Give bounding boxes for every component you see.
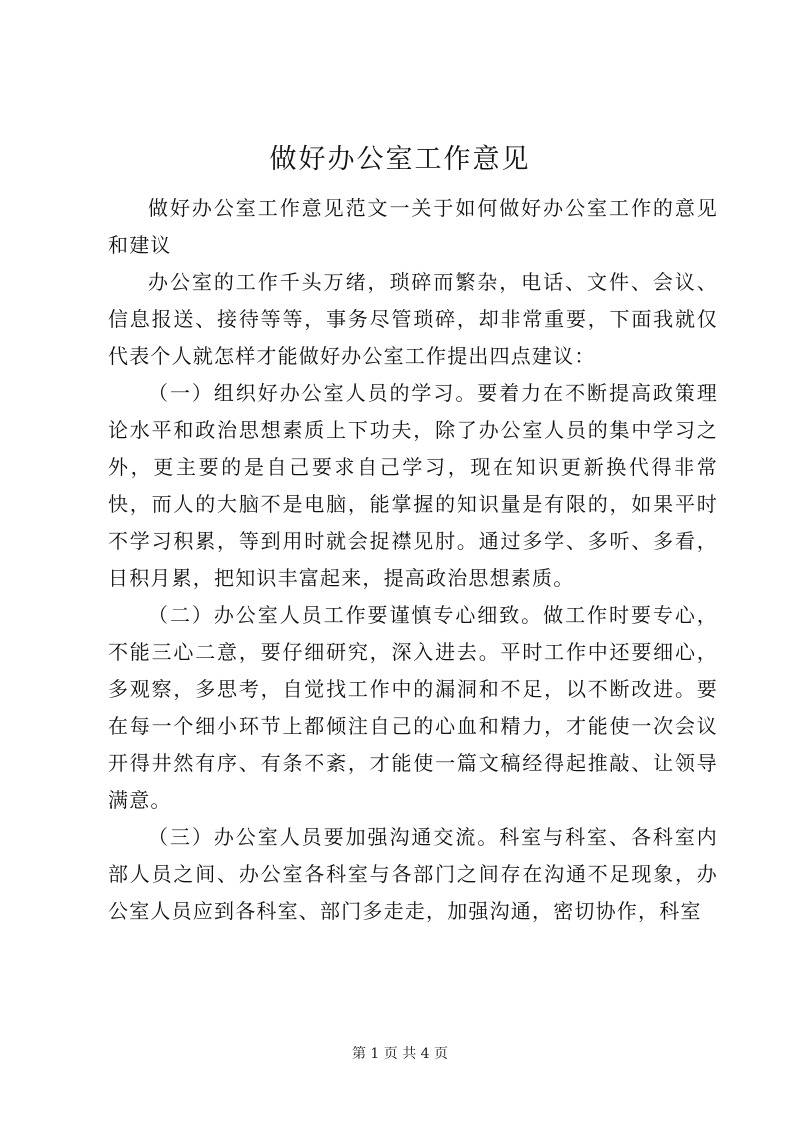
- page-footer: 第 1 页 共 4 页: [351, 1046, 449, 1062]
- document-title: 做好办公室工作意见: [269, 144, 531, 175]
- paragraph-subtitle: 做好办公室工作意见范文一关于如何做好办公室工作的意见和建议: [108, 196, 718, 257]
- paragraph-point-3: （三）办公室人员要加强沟通交流。科室与科室、各科室内部人员之间、办公室各科室与各部门之间存在沟通不足现象，办公室人员应到各科室、部门多走走，加强沟通，密切协作，科室: [108, 825, 718, 923]
- document-body: [108, 190, 718, 930]
- paragraph-intro: 办公室的工作千头万绪，琐碎而繁杂，电话、文件、会议、信息报送、接待等等，事务尽管琐碎，却非常重要，下面我就仅代表个人就怎样才能做好办公室工作提出四点建议：: [108, 270, 718, 368]
- paragraph-point-2: （二）办公室人员工作要谨慎专心细致。做工作时要专心，不能三心二意，要仔细研究，深入进去。平时工作中还要细心，多观察，多思考，自觉找工作中的漏洞和不足，以不断改进。要在每一个细小环节上都倾注自己的心血和精力，才能使一次会议开得井然有序、有条不紊，才能使一篇文稿经得起推敲、让领导满意。: [108, 603, 718, 812]
- paragraph-point-1: （一）组织好办公室人员的学习。要着力在不断提高政策理论水平和政治思想素质上下功夫，除了办公室人员的集中学习之外，更主要的是自己要求自己学习，现在知识更新换代得非常快，而人的大脑不是电脑，能掌握的知识量是有限的，如果平时不学习积累，等到用时就会捉襟见肘。通过多学、多听、多看，日积月累，把知识丰富起来，提高政治思想素质。: [108, 381, 718, 590]
